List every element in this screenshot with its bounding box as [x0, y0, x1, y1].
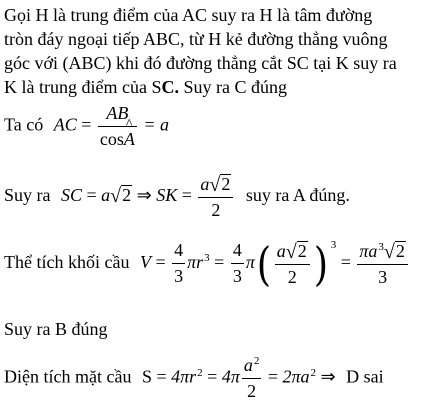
math-op: = [267, 366, 278, 387]
math-op: = [181, 185, 192, 206]
text-line: Suy ra B đúng [4, 319, 108, 339]
math-op: = [86, 185, 97, 206]
text-segment: Suy ra C đúng [178, 77, 287, 97]
numerator: a √ 2 [200, 174, 231, 196]
fraction [98, 104, 137, 149]
math-var: a [200, 174, 210, 194]
math-var: a [276, 240, 286, 261]
math-var: SC [61, 185, 83, 206]
implies-symbol: ⇒ [320, 366, 336, 387]
angle-var: ^ A [124, 130, 135, 149]
math-term: π [245, 252, 255, 272]
math-var: a [243, 355, 253, 375]
math-var: AC [53, 114, 77, 135]
math-var: SK [156, 185, 178, 206]
numerator: AB [106, 103, 129, 123]
radicand: 2 [297, 240, 307, 261]
denominator: 3 [174, 266, 184, 287]
prefix-text: Ta có [4, 114, 44, 135]
denominator [98, 130, 137, 149]
text-line [4, 78, 287, 96]
suffix-text: suy ra A đúng. [245, 185, 350, 206]
implies-symbol: ⇒ [136, 185, 152, 206]
exponent: 3 [330, 239, 337, 251]
equation-sc [4, 174, 350, 220]
math-op: = [156, 366, 167, 387]
exponent: 2 [310, 366, 317, 379]
suffix-text: D sai [346, 366, 384, 387]
math-term: πa [359, 240, 378, 261]
text-line: tròn đáy ngoại tiếp ABC, từ H kẻ đường thẳng vuông [4, 29, 388, 49]
math-op: = [81, 114, 92, 135]
math-result: = a [143, 114, 170, 135]
exponent: 3 [378, 240, 384, 253]
math-op: = [340, 252, 351, 272]
exponent: 3 [204, 252, 210, 264]
math-term: 4πr [171, 366, 197, 387]
math-op: = [214, 252, 225, 272]
denominator: 2 [287, 266, 297, 287]
fraction [357, 241, 408, 287]
bold-text: C. [161, 77, 179, 97]
math-term: 2πa [282, 366, 310, 387]
equation-ac [4, 104, 169, 149]
fraction [242, 356, 262, 401]
numerator: 4 [174, 240, 184, 261]
fraction: a √ 2 2 [275, 241, 310, 287]
prefix-text: Suy ra [4, 185, 51, 206]
fraction [198, 174, 233, 220]
denominator: 2 [211, 200, 221, 220]
numerator: $\pi a^3$ √ 2 [359, 240, 405, 263]
prefix-text: Thể tích khối cầu [4, 252, 130, 272]
cos-text: cos [99, 128, 124, 149]
exponent: 2 [197, 366, 203, 379]
math-op: = [155, 252, 166, 272]
denominator: 2 [247, 380, 257, 401]
math-op: = [207, 366, 218, 387]
equation-volume: Thể tích khối cầu V = $\frac{4}{3}$ $\pi r^3$ = $\frac{4}{3}$ π( a √ 2 2 ) $^3$ = $\pi a^3$ √ 2 3 [4, 240, 410, 287]
math-var: S [141, 366, 152, 387]
radicand: 2 [221, 174, 231, 194]
sqrt: √ 2 [110, 185, 132, 208]
equation-area [4, 356, 384, 401]
denominator: 3 [232, 266, 242, 287]
math-var: V [139, 252, 151, 272]
numerator: 4 [232, 240, 242, 261]
fraction-bar [198, 197, 233, 198]
math-var: a [101, 185, 111, 206]
radicand: 2 [395, 240, 405, 261]
math-term: 4π [221, 366, 240, 387]
text-line: Gọi H là trung điểm của AC suy ra H là tâm đường [4, 5, 373, 25]
prefix-text: Diện tích mặt cầu [4, 366, 132, 387]
text-line: góc với (ABC) khi đó đường thẳng cắt SC tại K suy ra [4, 53, 397, 73]
radicand: 2 [122, 185, 132, 206]
exponent: 2 [253, 355, 260, 367]
denominator: 3 [378, 266, 388, 287]
fraction [231, 241, 244, 286]
fraction [172, 241, 185, 286]
math-term: πr [187, 252, 204, 272]
text-segment: K là trung điểm của S [4, 77, 162, 97]
